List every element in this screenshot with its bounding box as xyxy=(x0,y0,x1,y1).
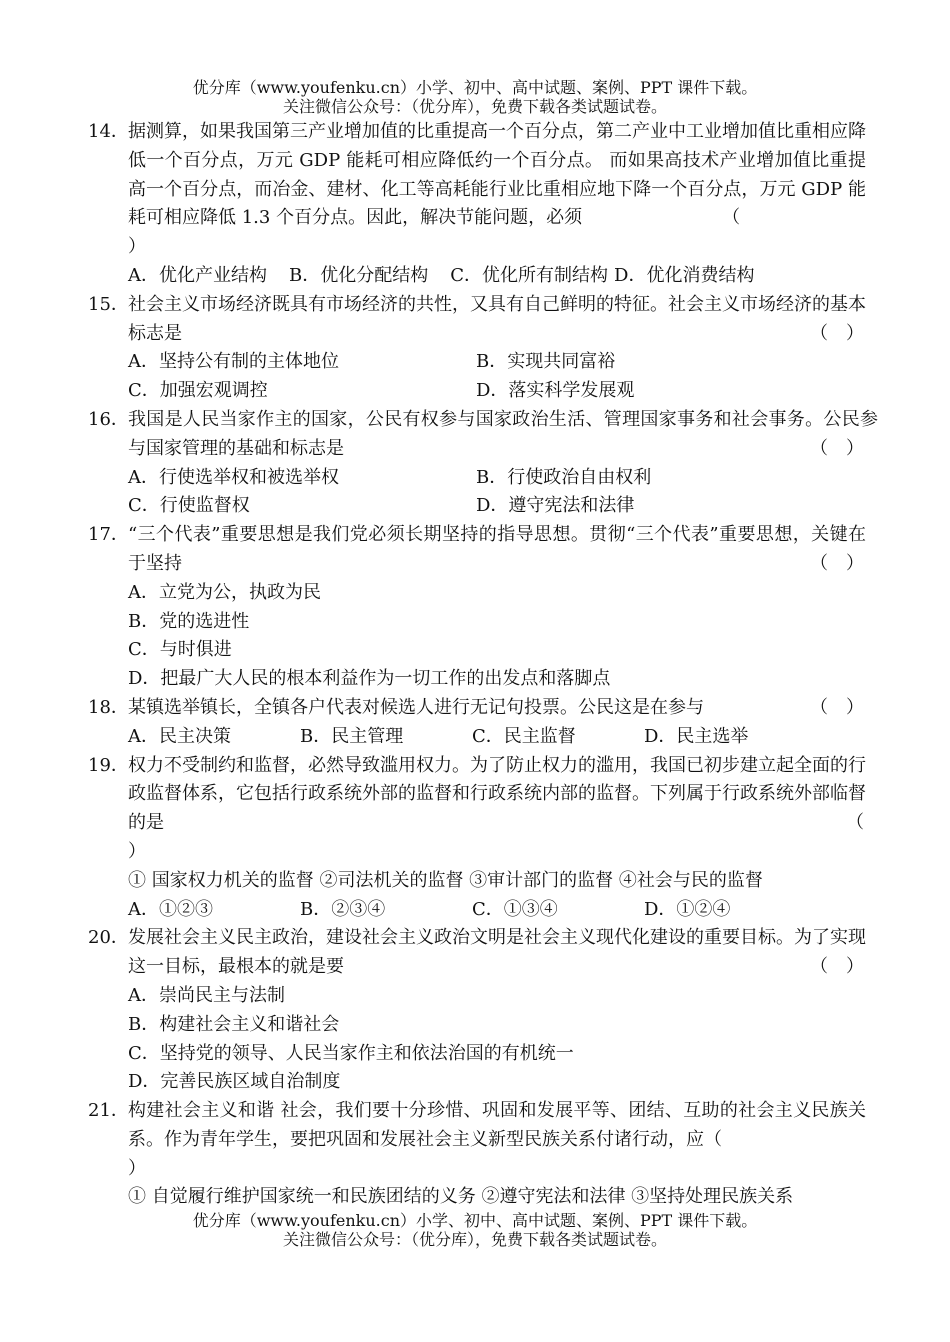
question-stem xyxy=(128,924,866,982)
option-a: A．立党为公，执政为民 xyxy=(128,581,321,603)
option-b: B．民主管理 xyxy=(300,725,404,747)
question-stem xyxy=(128,694,866,723)
option-a: A．①②③ xyxy=(128,898,213,920)
option-d: D．完善民族区域自治制度 xyxy=(128,1071,341,1093)
question-number: 18． xyxy=(88,696,129,718)
question-number: 17． xyxy=(88,524,129,546)
question-number: 16． xyxy=(88,408,129,430)
option-c: C．民主监督 xyxy=(472,725,576,747)
answer-bracket-open: （ xyxy=(846,812,864,834)
question-stem-text: 权力不受制约和监督，必然导致滥用权力。为了防止权力的滥用，我国已初步建立起全面的行政监督体系，它包括行政系统外部的监督和行政系统内部的监督。下列属于行政系统外部临督的是 xyxy=(128,754,866,834)
question-number: 15． xyxy=(88,293,129,315)
question-21 xyxy=(88,1097,866,1212)
question-19 xyxy=(88,752,866,925)
option-b: B．党的选进性 xyxy=(128,610,250,632)
question-stem xyxy=(128,118,866,233)
option-d: D．优化消费结构 xyxy=(614,264,755,286)
question-20 xyxy=(88,924,866,1097)
options-row xyxy=(128,723,866,752)
option-d: D．①②④ xyxy=(644,898,731,920)
footer-line-1: 优分库（www.youfenku.cn）小学、初中、高中试题、案例、PPT 课件下载。 xyxy=(192,1211,758,1230)
statement-list: ① 国家权力机关的监督 ②司法机关的监督 ③审计部门的监督 ④社会与民的监督 xyxy=(128,869,763,891)
question-17 xyxy=(88,521,866,694)
question-16 xyxy=(88,406,878,521)
answer-bracket-close: ） xyxy=(128,840,146,862)
question-number: 21． xyxy=(88,1100,129,1122)
options-grid xyxy=(128,348,866,406)
question-number: 14． xyxy=(88,121,129,142)
answer-bracket-close: ） xyxy=(128,1157,146,1179)
option-c: C．①③④ xyxy=(472,898,558,920)
option-d: D．遵守宪法和法律 xyxy=(476,495,635,517)
footer-line-2: 关注微信公众号：（优分库），免费下载各类试题试卷。 xyxy=(282,1230,667,1249)
question-stem-text: 发展社会主义民主政治，建设社会主义政治文明是社会主义现代化建设的重要目标。为了实现这一目标，最根本的就是要 xyxy=(128,927,866,978)
answer-bracket: （ ） xyxy=(810,322,864,344)
header-line-1: 优分库（www.youfenku.cn）小学、初中、高中试题、案例、PPT 课件下载。 xyxy=(192,78,758,97)
question-stem: 构建社会主义和谐 社会，我们要十分珍惜、巩固和发展平等、团结、互助的社会主义民族关系。作为青年学生，要把巩固和发展社会主义新型民族关系付诸行动，应（ xyxy=(128,1100,866,1150)
question-stem-text: 社会主义市场经济既具有市场经济的共性，又具有自己鲜明的特征。社会主义市场经济的基本标志是 xyxy=(128,293,866,344)
option-a: A．行使选举权和被选举权 xyxy=(128,466,339,488)
question-stem xyxy=(128,291,866,349)
statement-list: ① 自觉履行维护国家统一和民族团结的义务 ②遵守宪法和法律 ③坚持处理民族关系 xyxy=(128,1186,794,1208)
options-row xyxy=(128,262,866,291)
options-grid xyxy=(128,464,866,522)
question-18 xyxy=(88,694,866,752)
option-c: C．加强宏观调控 xyxy=(128,380,268,402)
question-stem xyxy=(128,752,866,838)
option-b: B．行使政治自由权利 xyxy=(476,466,652,488)
question-number: 19． xyxy=(88,754,129,776)
option-b: B．优化分配结构 xyxy=(289,264,429,286)
question-stem-text: 某镇选举镇长，全镇各户代表对候选人进行无记句投票。公民这是在参与 xyxy=(128,696,704,718)
question-15 xyxy=(88,291,866,406)
option-c: C．优化所有制结构 xyxy=(450,264,609,286)
question-stem-text: 我国是人民当家作主的国家，公民有权参与国家政治生活、管理国家事务和社会事务。公民参与国家管理的基础和标志是 xyxy=(128,408,878,459)
header-line-2: 关注微信公众号：（优分库），免费下载各类试题试卷。 xyxy=(282,97,667,116)
question-list xyxy=(88,118,878,1212)
answer-bracket: （ ） xyxy=(810,696,864,718)
option-b: B．构建社会主义和谐社会 xyxy=(128,1013,340,1035)
option-d: D．落实科学发展观 xyxy=(476,380,635,402)
option-c: C．行使监督权 xyxy=(128,495,250,517)
option-b: B．实现共同富裕 xyxy=(476,351,616,373)
option-a: A．优化产业结构 xyxy=(128,264,267,286)
option-a: A．坚持公有制的主体地位 xyxy=(128,351,339,373)
option-d: D．民主选举 xyxy=(644,725,749,747)
question-number: 20． xyxy=(88,927,129,949)
answer-bracket-close: ） xyxy=(128,236,146,258)
answer-bracket: （ ） xyxy=(810,437,864,459)
question-stem-text: 据测算，如果我国第三产业增加值的比重提高一个百分点，第二产业中工业增加值比重相应降低一个百分点，万元 GDP 能耗可相应降低约一个百分点。 而如果高技术产业增加值比重提高一个百分点，而冶金、建材、化工等高耗能行业比重相应地下降一个百分点，万元 GDP 能耗可相应降低 1.3 个百分点。因此，解决节能问题，必须 xyxy=(128,121,866,229)
option-a: A．崇尚民主与法制 xyxy=(128,984,285,1006)
question-stem xyxy=(128,521,866,579)
option-a: A．民主决策 xyxy=(128,725,231,747)
answer-bracket: （ ） xyxy=(810,956,864,978)
question-stem-text: “三个代表”重要思想是我们党必须长期坚持的指导思想。贯彻“三个代表”重要思想，关键在于坚持 xyxy=(128,524,866,574)
option-c: C．与时俱进 xyxy=(128,639,232,661)
page-footer xyxy=(0,1211,950,1249)
page-header xyxy=(0,78,950,116)
question-stem xyxy=(128,406,878,464)
answer-bracket: （ ） xyxy=(810,552,864,574)
option-b: B．②③④ xyxy=(300,898,386,920)
question-14 xyxy=(88,118,866,291)
option-c: C．坚持党的领导、人民当家作主和依法治国的有机统一 xyxy=(128,1042,574,1064)
options-row xyxy=(128,896,866,925)
answer-bracket-open: （ xyxy=(722,207,741,229)
option-d: D．把最广大人民的根本利益作为一切工作的出发点和落脚点 xyxy=(128,668,611,690)
